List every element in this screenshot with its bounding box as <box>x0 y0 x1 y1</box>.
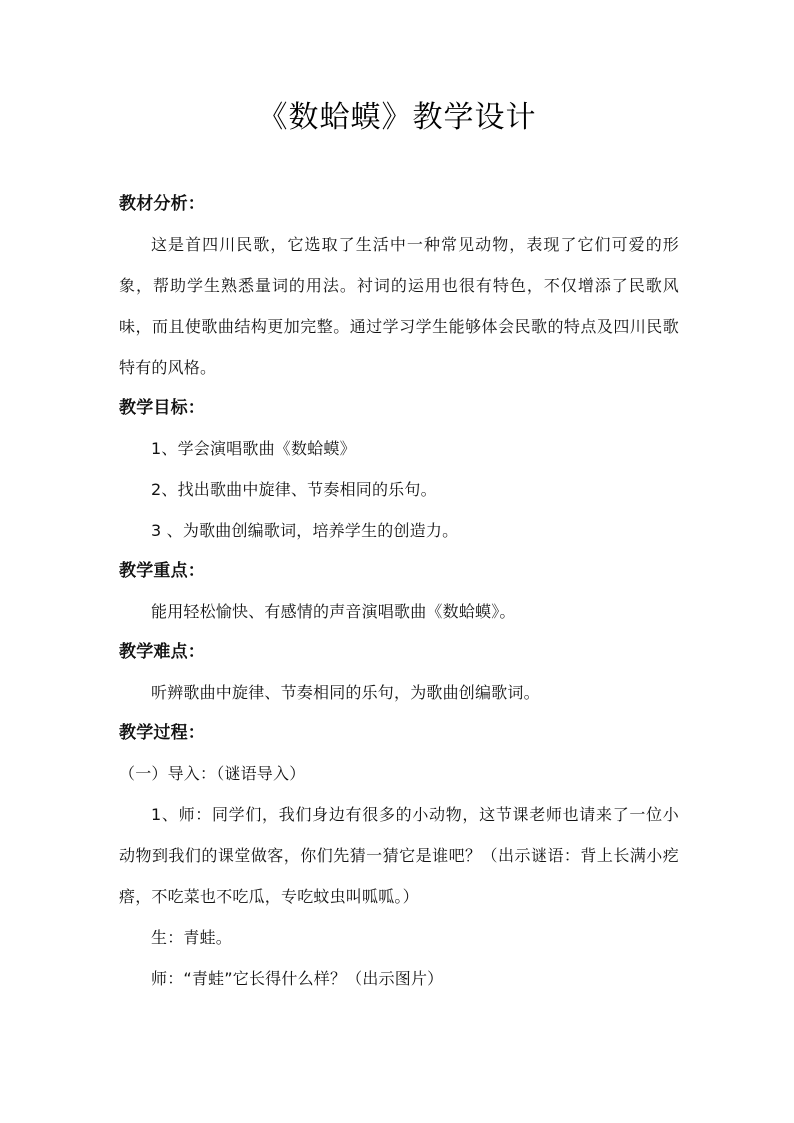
section-heading-goals: 教学目标： <box>119 398 205 418</box>
process-step-intro: （一）导入：（谜语导入） <box>119 763 306 783</box>
process-paragraph-2: 生：青蛙。 <box>151 927 233 947</box>
section-heading-process: 教学过程： <box>119 723 205 743</box>
goal-item-2: 2、找出歌曲中旋律、节奏相同的乐句。 <box>151 479 437 499</box>
section-heading-difficulties: 教学难点： <box>119 642 205 662</box>
difficulties-text: 听辨歌曲中旋律、节奏相同的乐句，为歌曲创编歌词。 <box>151 682 540 702</box>
document-body <box>119 184 679 999</box>
goal-item-1: 1、学会演唱歌曲《数蛤蟆》 <box>151 438 356 458</box>
section-heading-key-points: 教学重点： <box>119 561 205 581</box>
process-paragraph-1: 1、师：同学们，我们身边有很多的小动物，这节课老师也请来了一位小动物到我们的课堂做客，你们先猜一猜它是谁吧？（出示谜语：背上长满小疙瘩，不吃菜也不吃瓜，专吃蚊虫叫呱呱。） <box>119 805 679 906</box>
analysis-paragraph: 这是首四川民歌，它选取了生活中一种常见动物，表现了它们可爱的形象，帮助学生熟悉量词的用法。衬词的运用也很有特色，不仅增添了民歌风味，而且使歌曲结构更加完整。通过学习学生能够体会民歌的特点及四川民歌特有的风格。 <box>119 235 679 377</box>
section-heading-analysis: 教材分析： <box>119 194 205 214</box>
process-paragraph-3: 师：“青蛙”它长得什么样？（出示图片） <box>151 968 444 988</box>
document-title: 《数蛤蟆》教学设计 <box>257 100 537 135</box>
key-points-text: 能用轻松愉快、有感情的声音演唱歌曲《数蛤蟆》。 <box>151 601 516 621</box>
goal-item-3: 3 、为歌曲创编歌词，培养学生的创造力。 <box>151 520 459 540</box>
